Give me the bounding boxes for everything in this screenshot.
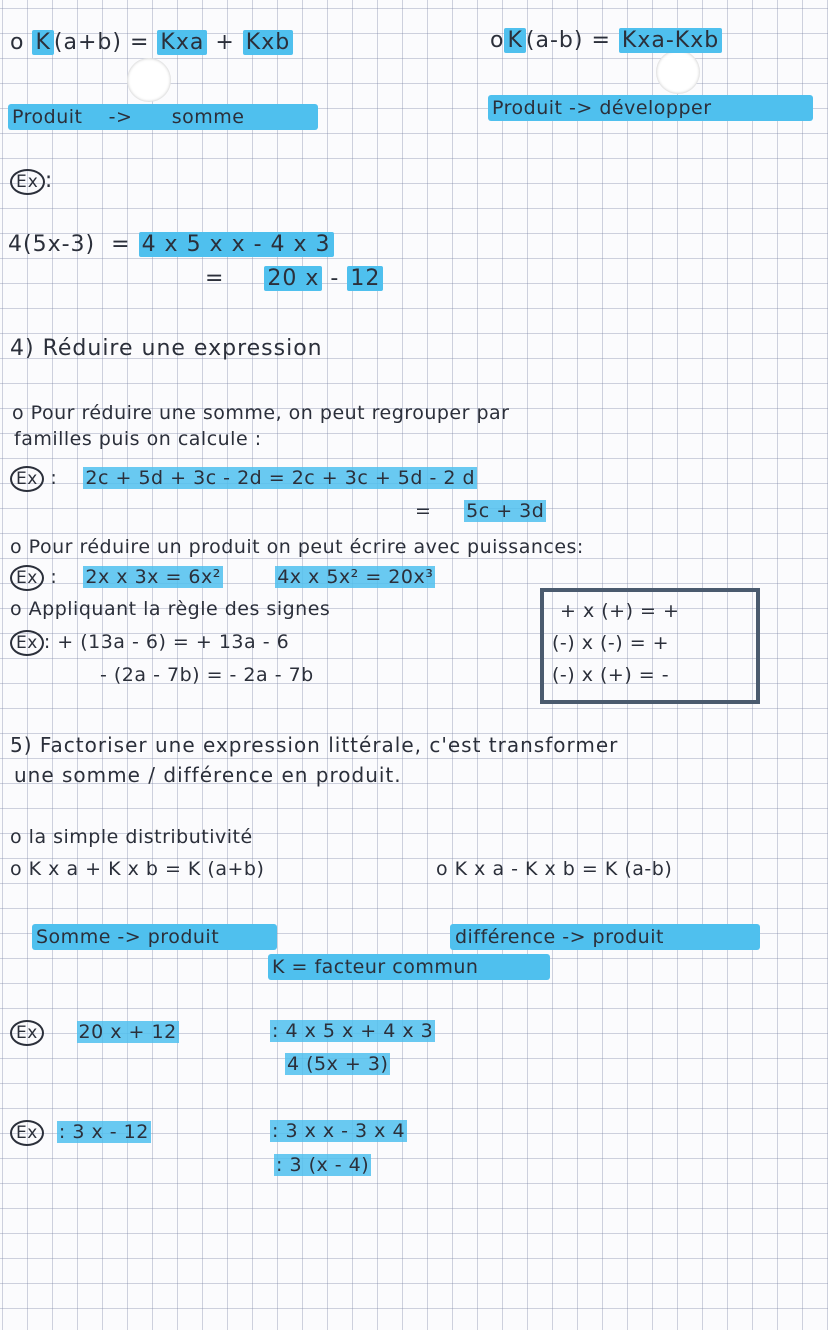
ex-circle-icon: Ex	[10, 565, 44, 591]
formula-distributive-difference: o K (a-b) = Kxa-Kxb	[490, 28, 722, 54]
section-4-intro-line2: familles puis on calcule :	[14, 428, 262, 450]
ex-circle-icon: Ex	[10, 466, 44, 492]
caption-product-sum: Produit -> somme	[12, 106, 245, 128]
section-5-example-2: Ex : 3 x - 12	[10, 1120, 151, 1146]
example-1-marker: Ex :	[10, 168, 53, 195]
ex-circle-icon: Ex	[10, 1020, 44, 1046]
section-4-intro-line1: o Pour réduire une somme, on peut regrouper par	[12, 402, 510, 424]
section-5-formula-sum: o K x a + K x b = K (a+b)	[10, 858, 265, 880]
section-5-title-line2: une somme / différence en produit.	[14, 763, 402, 787]
ex-circle-icon: Ex	[10, 1120, 44, 1146]
formula-distributive-sum: o K (a+b) = Kxa + Kxb	[10, 30, 293, 56]
binder-hole-right	[656, 50, 700, 94]
section-5-simple-distributivity: o la simple distributivité	[10, 826, 253, 848]
section-4-signs-example-2: - (2a - 7b) = - 2a - 7b	[100, 664, 314, 686]
signs-rule-row-3: (-) x (+) = -	[552, 664, 670, 686]
example-1-line1: 4(5x-3) = 4 x 5 x x - 4 x 3	[8, 232, 334, 258]
section-4-product-examples: Ex : 2x x 3x = 6x² 4x x 5x² = 20x³	[10, 565, 435, 591]
signs-rule-row-1: + x (+) = +	[560, 600, 680, 622]
example-1-line2: = 20 x - 12	[205, 266, 383, 292]
section-5-example-1-step2: 4 (5x + 3)	[287, 1053, 389, 1075]
section-5-title-line1: 5) Factoriser une expression littérale, c'est transformer	[10, 733, 619, 757]
caption-difference-product: différence -> produit	[455, 926, 664, 948]
section-4-signs-rule: o Appliquant la règle des signes	[10, 598, 331, 620]
section-4-title: 4) Réduire une expression	[10, 336, 323, 361]
section-5-example-1: Ex 20 x + 12	[10, 1020, 179, 1046]
section-4-example-result: = 5c + 3d	[415, 500, 545, 522]
section-5-example-2-step1: : 3 x x - 3 x 4	[272, 1120, 406, 1142]
section-5-formula-difference: o K x a - K x b = K (a-b)	[436, 858, 673, 880]
ex-circle-icon: Ex	[10, 169, 45, 195]
section-4-example-sum: Ex : 2c + 5d + 3c - 2d = 2c + 3c + 5d - 2 d	[10, 466, 477, 492]
section-4-product-rule: o Pour réduire un produit on peut écrire avec puissances:	[10, 536, 584, 558]
caption-product-develop: Produit -> développer	[492, 97, 712, 119]
section-4-signs-example-1: Ex : + (13a - 6) = + 13a - 6	[10, 630, 289, 656]
section-5-example-2-step2: : 3 (x - 4)	[276, 1154, 370, 1176]
caption-sum-product: Somme -> produit	[36, 926, 220, 948]
binder-hole-left	[127, 58, 171, 102]
section-5-example-1-step1: : 4 x 5 x + 4 x 3	[272, 1020, 434, 1042]
ex-circle-icon: Ex	[10, 630, 44, 656]
signs-rule-row-2: (-) x (-) = +	[552, 632, 670, 654]
common-factor-note: K = facteur commun	[272, 956, 479, 978]
